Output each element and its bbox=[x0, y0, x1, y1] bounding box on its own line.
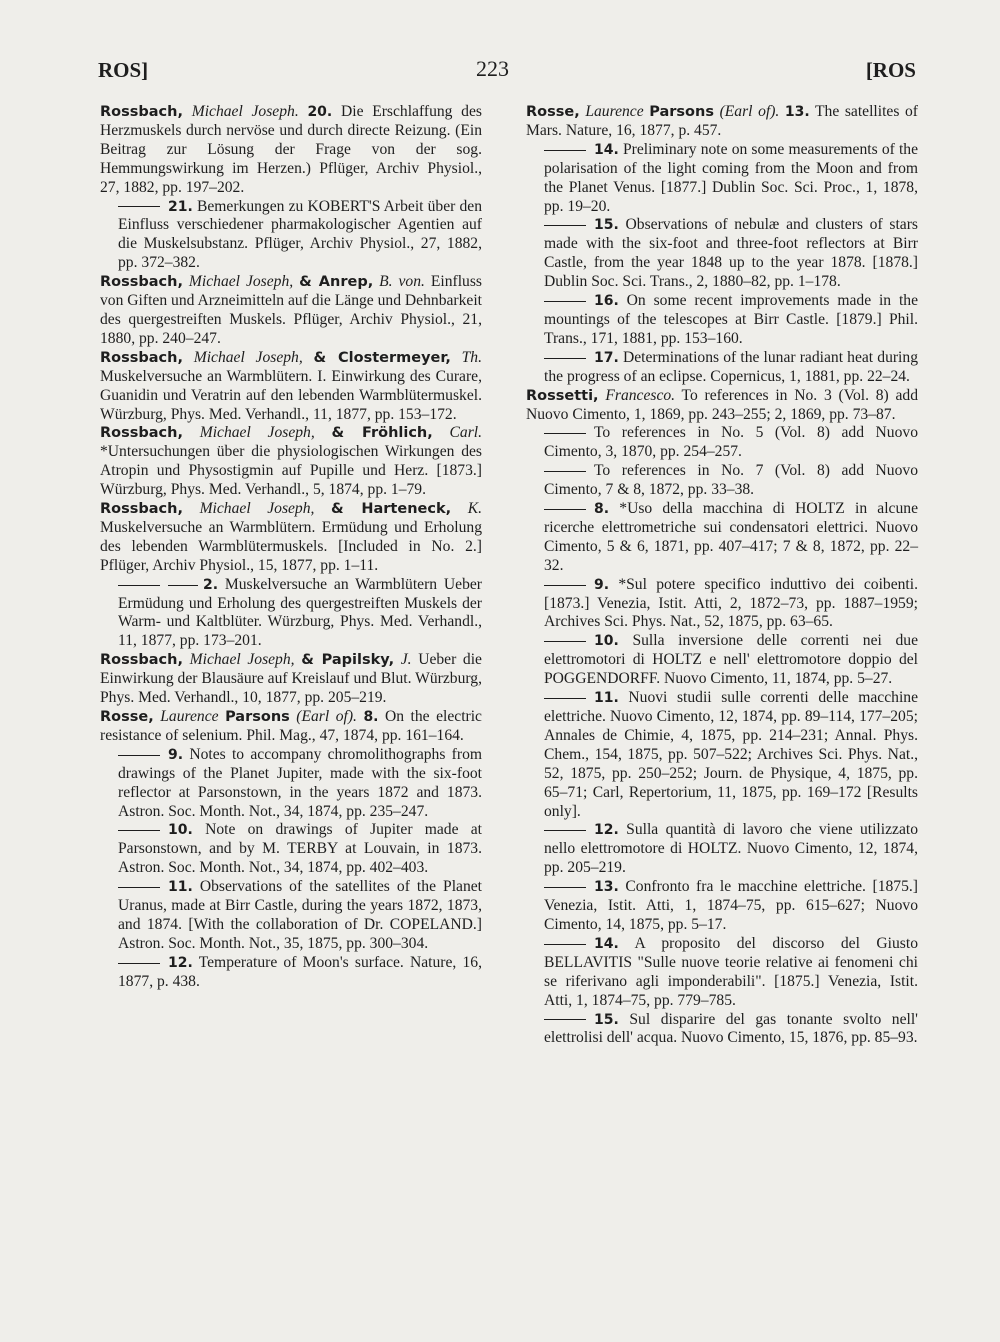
author-name: Rossbach, bbox=[100, 349, 183, 366]
ditto-dash bbox=[544, 433, 586, 434]
entry-number: 15. bbox=[594, 1011, 619, 1028]
entry-text: Sulla quantità di lavoro che viene utilizzato nello elettromotore di HOLTZ. Nuovo Cimento, 12, 1874, pp. 205–219. bbox=[544, 821, 918, 877]
entry-text: The satellites of Mars. Nature, 16, 1877, p. 457. bbox=[526, 103, 918, 139]
entry-number: 2. bbox=[203, 576, 219, 593]
sub-entry bbox=[100, 576, 482, 652]
header-left: ROS] bbox=[98, 58, 149, 82]
entry-number: 11. bbox=[168, 879, 193, 896]
entry-number: 10. bbox=[168, 822, 193, 839]
ditto-dash bbox=[118, 755, 160, 756]
author-given-name: Michael Joseph, bbox=[193, 348, 303, 366]
entry-number: 17. bbox=[594, 349, 619, 366]
ditto-dash bbox=[168, 585, 198, 586]
coauthor-given-name: K. bbox=[467, 500, 482, 518]
entry-text: Muskelversuche an Warmblütern Ueber Ermüdung und Erholung des quergestreiften Muskels der Warm- und Kaltblüter. Würzburg, Phys. Med. Verhandl., 11, 1877, pp. 173–201. bbox=[118, 575, 482, 650]
author-entry bbox=[100, 349, 482, 425]
ditto-dash bbox=[544, 509, 586, 510]
author-name: Rosse, bbox=[526, 104, 580, 120]
ditto-dash bbox=[544, 471, 586, 472]
ditto-dash bbox=[544, 301, 586, 302]
sub-entry bbox=[526, 576, 918, 633]
ditto-dash bbox=[544, 887, 586, 888]
entry-text: Sulla inversione delle correnti nei due elettromotori di HOLTZ e nell' elettromotore doppio del POGGENDORFF. Nuovo Cimento, 11, 1874, pp. 5–27. bbox=[544, 632, 918, 688]
entry-text: To references in No. 5 (Vol. 8) add Nuovo Cimento, 3, 1870, pp. 254–257. bbox=[544, 424, 918, 461]
entry-text: Observations of nebulæ and clusters of stars made with the six-foot and three-foot reflectors at Birr Castle, from the year 1848 up to the year 1878. [1878.] Dublin Soc. Sci. Trans., 2, 1880–82, pp. 1–178. bbox=[544, 216, 918, 291]
author-given-name: Michael Joseph. bbox=[191, 103, 299, 120]
coauthor-name: & Anrep, bbox=[299, 274, 374, 291]
sub-entry bbox=[526, 216, 918, 292]
entry-number: 14. bbox=[594, 141, 619, 158]
author-name: Rossbach, bbox=[100, 274, 183, 291]
entry-text: Bemerkungen zu KOBERT'S Arbeit über den Einfluss verschiedener pharmakologischer Agentien auf die Muskelsubstanz. Pflüger, Archiv Physiol., 27, 1882, pp. 372–382. bbox=[118, 197, 482, 272]
sub-entry bbox=[526, 689, 918, 821]
sub-entry bbox=[100, 954, 482, 992]
coauthor-given-name: Th. bbox=[461, 348, 482, 366]
sub-entry bbox=[526, 1011, 918, 1049]
sub-entry bbox=[526, 500, 918, 576]
entry-text: *Uso della macchina di HOLTZ in alcune ricerche elettrometriche sui condensatori elettrici. Nuovo Cimento, 5 & 6, 1871, pp. 407–417; 7 & 8, 1872, pp. 22–32. bbox=[544, 500, 918, 574]
entry-number: 9. bbox=[594, 576, 610, 593]
coauthor-name: & Clostermeyer, bbox=[313, 349, 451, 366]
ditto-dash bbox=[544, 698, 586, 699]
entry-number: 12. bbox=[594, 822, 619, 839]
sub-entry bbox=[526, 462, 918, 500]
author-entry bbox=[526, 387, 918, 425]
entry-number: 15. bbox=[594, 217, 619, 234]
author-name: Rossbach, bbox=[100, 104, 183, 120]
entry-number: 21. bbox=[168, 198, 193, 215]
author-entry bbox=[100, 103, 482, 198]
entry-number: 13. bbox=[594, 879, 619, 896]
coauthor-given-name: (Earl of). bbox=[719, 103, 780, 120]
ditto-dash bbox=[544, 1019, 586, 1020]
coauthor-name: Parsons bbox=[649, 104, 714, 120]
coauthor-given-name: Carl. bbox=[449, 424, 482, 442]
coauthor-name: Parsons bbox=[225, 709, 290, 725]
author-name: Rosse, bbox=[100, 709, 154, 725]
author-name: Rossbach, bbox=[100, 425, 183, 442]
entry-text: On some recent improvements made in the mountings of the telescopes at Birr Castle. [1879.] Phil. Trans., 171, 1881, pp. 153–160. bbox=[544, 292, 918, 347]
entry-text: Einfluss von Giften und Arzneimitteln auf die Länge und Dehnbarkeit des quergestreiften Muskels. Pflüger, Archiv Physiol., 21, 1880, pp. 240–247. bbox=[100, 273, 482, 347]
entry-number: 20. bbox=[307, 104, 333, 120]
entry-text: Temperature of Moon's surface. Nature, 16, 1877, p. 438. bbox=[118, 953, 482, 990]
ditto-dash bbox=[544, 641, 586, 642]
entry-text: Muskelversuche an Warmblütern. Ermüdung und Erholung des lebenden Warmblütermuskels. [Included in No. 2.] Pflüger, Archiv Physiol., 15, 1877, pp. 1–11. bbox=[100, 518, 482, 574]
author-given-name: Michael Joseph, bbox=[199, 424, 315, 442]
sub-entry bbox=[526, 935, 918, 1011]
author-entry bbox=[100, 651, 482, 708]
ditto-dash bbox=[544, 830, 586, 831]
coauthor-given-name: (Earl of). bbox=[296, 708, 357, 725]
sub-entry bbox=[526, 141, 918, 217]
entry-text: *Untersuchungen über die physiologischen Wirkungen des Atropin und Physostigmin auf Pupille und Herz. [1873.] Würzburg, Phys. Med. Verhandl., 5, 1874, pp. 1–79. bbox=[100, 443, 482, 499]
author-given-name: Laurence bbox=[585, 103, 644, 120]
entry-text: *Sul potere specifico induttivo dei coibenti. [1873.] Venezia, Istit. Atti, 2, 1872–73, pp. 1887–1959; Archives Sci. Phys. Nat., 52, 1875, pp. 63–65. bbox=[544, 575, 918, 631]
author-given-name: Michael Joseph, bbox=[199, 500, 315, 518]
entry-text: On the electric resistance of selenium. Phil. Mag., 47, 1874, pp. 161–164. bbox=[100, 708, 482, 744]
entry-number: 16. bbox=[594, 293, 619, 310]
author-entry bbox=[100, 708, 482, 746]
sub-entry bbox=[526, 632, 918, 689]
entry-text: To references in No. 3 (Vol. 8) add Nuovo Cimento, 1, 1869, pp. 243–255; 2, 1869, pp. 73–87. bbox=[526, 386, 918, 423]
right-column bbox=[526, 103, 918, 1048]
entry-text: Observations of the satellites of the Planet Uranus, made at Birr Castle, during the years 1872, 1873, and 1874. [With the collaboration of Dr. COPELAND.] Astron. Soc. Month. Not., 35, 1875, pp. 300–304. bbox=[118, 878, 482, 952]
sub-entry bbox=[526, 821, 918, 878]
header-right: [ROS bbox=[865, 58, 916, 82]
page-number: 223 bbox=[476, 56, 509, 81]
entry-text: To references in No. 7 (Vol. 8) add Nuovo Cimento, 7 & 8, 1872, pp. 33–38. bbox=[544, 462, 918, 499]
ditto-dash bbox=[118, 585, 160, 586]
entry-text: Notes to accompany chromolithographs from drawings of the Planet Jupiter, made with the six-foot reflector at Parsonstown, in the years 1872 and 1873. Astron. Soc. Month. Not., 34, 1874, pp. 235–247. bbox=[118, 745, 482, 820]
author-entry bbox=[100, 424, 482, 500]
entry-number: 14. bbox=[594, 935, 619, 952]
sub-entry bbox=[526, 878, 918, 935]
sub-entry bbox=[100, 878, 482, 954]
entry-number: 10. bbox=[594, 633, 619, 650]
author-given-name: Michael Joseph, bbox=[189, 651, 295, 669]
entry-number: 12. bbox=[168, 954, 193, 971]
entry-text: Nuovi studii sulle correnti delle macchine elettriche. Nuovo Cimento, 12, 1874, pp. 89–114, 177–205; Annales de Chimie, 4, 1875, pp. 214–231; Annal. Phys. Chem., 154, 1875, pp. 507–522; Archives Sci. Phys. Nat., 52, 1875, pp. 250–252; Journ. de Physique, 4, 1875, pp. 65–71; Carl, Repertorium, 11, 1875, pp. 169–172 [Results only]. bbox=[544, 689, 918, 820]
ditto-dash bbox=[544, 150, 586, 151]
entry-number: 13. bbox=[784, 104, 810, 120]
author-given-name: Francesco. bbox=[605, 386, 676, 404]
coauthor-name: & Fröhlich, bbox=[331, 425, 433, 442]
ditto-dash bbox=[118, 206, 160, 207]
entry-text: Confronto fra le macchine elettriche. [1875.] Venezia, Istit. Atti, 1, 1874–75, pp. 615–627; Nuovo Cimento, 14, 1875, pp. 5–17. bbox=[544, 878, 918, 933]
entry-number: 8. bbox=[363, 709, 379, 725]
entry-text: Die Erschlaffung des Herzmuskels durch nervöse und durch directe Reizung. (Ein Beitrag zur Lösung der Frage von der sog. Hemmungswirkung im Herzen.) Pflüger, Archiv Physiol., 27, 1882, pp. 197–202. bbox=[100, 103, 482, 196]
sub-entry bbox=[526, 424, 918, 462]
author-name: Rossbach, bbox=[100, 652, 183, 669]
sub-entry bbox=[100, 198, 482, 274]
ditto-dash bbox=[544, 585, 586, 586]
ditto-dash bbox=[544, 358, 586, 359]
entry-text: Determinations of the lunar radiant heat during the progress of an eclipse. Copernicus, 1, 1881, pp. 22–24. bbox=[544, 348, 918, 385]
ditto-dash bbox=[118, 887, 160, 888]
coauthor-name: & Harteneck, bbox=[331, 501, 452, 518]
ditto-dash bbox=[118, 830, 160, 831]
ditto-dash bbox=[118, 963, 160, 964]
author-given-name: Michael Joseph, bbox=[188, 273, 294, 291]
entry-text: Sul disparire del gas tonante svolto nell' elettrolisi dell' acqua. Nuovo Cimento, 15, 1876, pp. 85–93. bbox=[544, 1010, 918, 1047]
author-entry bbox=[100, 273, 482, 349]
ditto-dash bbox=[544, 225, 586, 226]
sub-entry bbox=[100, 821, 482, 878]
coauthor-name: & Papilsky, bbox=[301, 652, 395, 669]
author-entry bbox=[526, 103, 918, 141]
coauthor-given-name: J. bbox=[400, 651, 412, 669]
sub-entry bbox=[526, 349, 918, 387]
page-header bbox=[98, 58, 916, 94]
ditto-dash bbox=[544, 944, 586, 945]
coauthor-given-name: B. von. bbox=[379, 273, 425, 291]
author-entry bbox=[100, 500, 482, 576]
author-given-name: Laurence bbox=[160, 708, 219, 725]
author-name: Rossetti, bbox=[526, 387, 599, 404]
entry-number: 8. bbox=[594, 501, 610, 518]
entry-text: Note on drawings of Jupiter made at Parsonstown, and by M. TERBY at Louvain, in 1873. Astron. Soc. Month. Not., 34, 1874, pp. 402–403. bbox=[118, 821, 483, 877]
entry-text: Preliminary note on some measurements of the polarisation of the light coming from the Moon and from the Planet Venus. [1877.] Dublin Soc. Sci. Proc., 1, 1878, pp. 19–20. bbox=[544, 140, 918, 215]
sub-entry bbox=[100, 746, 482, 822]
entry-text: A proposito del discorso del Giusto BELLAVITIS "Sulle nuove teorie relative ai fenomeni chi se riferivano agli imponderabili". [1875.] Venezia, Istit. Atti, 1, 1874–75, pp. 779–785. bbox=[544, 934, 918, 1009]
entry-text: Ueber die Einwirkung der Blausäure auf Kreislauf und Blut. Würzburg, Phys. Med. Verhandl., 10, 1877, pp. 205–219. bbox=[100, 651, 482, 707]
sub-entry bbox=[526, 292, 918, 349]
left-column bbox=[100, 103, 482, 992]
author-name: Rossbach, bbox=[100, 501, 183, 518]
entry-text: Muskelversuche an Warmblütern. I. Einwirkung des Curare, Guanidin und Veratrin auf den lebenden Warmblütermuskel. Würzburg, Phys. Med. Verhandl., 11, 1877, pp. 153–172. bbox=[100, 367, 482, 423]
entry-number: 9. bbox=[168, 746, 184, 763]
entry-number: 11. bbox=[594, 690, 619, 707]
